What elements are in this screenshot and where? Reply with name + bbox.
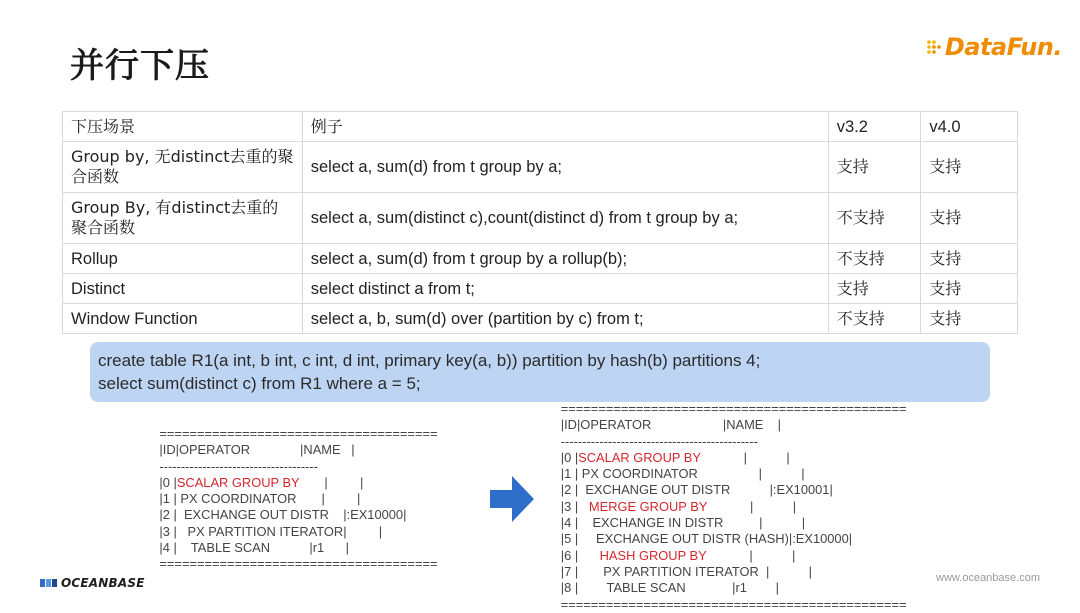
oceanbase-logo-text: OCEANBASE <box>61 576 145 590</box>
plan-operator-highlight: HASH GROUP BY <box>599 547 707 563</box>
footer-url: www.oceanbase.com <box>936 572 1040 584</box>
v32-cell: 不支持 <box>828 244 921 274</box>
example-cell: select a, sum(distinct c),count(distinct d) from t group by a; <box>302 193 828 244</box>
plan-line <box>159 475 437 491</box>
plan-line <box>561 482 907 498</box>
plan-line <box>561 450 907 466</box>
plan-line-text: ============================================== <box>560 596 907 612</box>
scene-cell: Window Function <box>63 304 303 334</box>
sql-select-line: select sum(distinct c) from R1 where a = 5; <box>98 374 421 393</box>
v32-cell: 支持 <box>828 142 921 193</box>
plan-line-text: |8 | TABLE SCAN |r1 | <box>560 580 779 596</box>
plan-line <box>561 548 907 564</box>
plan-line-text: ------------------------------------- <box>159 458 318 474</box>
plan-line-text: | | <box>299 474 364 490</box>
plan-line <box>159 524 437 540</box>
plan-line <box>159 507 437 523</box>
plan-operator-highlight: MERGE GROUP BY <box>588 498 708 514</box>
oceanbase-logo-icon <box>40 578 58 588</box>
plan-line-text: |3 | PX PARTITION ITERATOR| | <box>159 523 383 539</box>
plan-line <box>561 580 907 596</box>
plan-line-text: |1 | PX COORDINATOR | | <box>159 491 361 507</box>
v40-cell: 支持 <box>921 274 1018 304</box>
plan-operator-highlight: SCALAR GROUP BY <box>578 449 701 465</box>
plan-line-text: | | <box>707 498 797 514</box>
plan-line <box>561 466 907 482</box>
plan-line-text: |0 | <box>159 474 177 490</box>
header-cell-v40: v4.0 <box>921 112 1018 142</box>
plan-line-text: |2 | EXCHANGE OUT DISTR |:EX10000| <box>159 507 407 523</box>
plan-left-v32 <box>159 426 437 573</box>
plan-line-text: ===================================== <box>159 556 438 572</box>
plan-line-text: ============================================== <box>560 401 907 416</box>
datafun-dots-icon <box>925 38 943 56</box>
v40-cell: 支持 <box>921 304 1018 334</box>
scene-cell: Rollup <box>63 244 303 274</box>
v32-cell: 支持 <box>828 274 921 304</box>
header-cell-v32: v3.2 <box>828 112 921 142</box>
plan-line <box>159 426 437 442</box>
table-row <box>63 193 1018 244</box>
plan-line <box>561 515 907 531</box>
plan-line <box>159 491 437 507</box>
datafun-logo <box>925 30 1062 64</box>
plan-line-text: |0 | <box>560 449 579 465</box>
plan-line-text: |7 | PX PARTITION ITERATOR | | <box>560 563 813 579</box>
right-arrow-icon <box>490 476 534 522</box>
plan-line-text: |ID|OPERATOR |NAME | <box>560 417 782 433</box>
plan-line-text: | | <box>706 547 796 563</box>
page-title: 并行下压 <box>70 46 210 86</box>
plan-line-text: ---------------------------------------------- <box>560 433 758 449</box>
table-header-row <box>63 112 1018 142</box>
plan-line-text: | | <box>700 449 790 465</box>
example-cell: select distinct a from t; <box>302 274 828 304</box>
plan-line <box>159 459 437 475</box>
plan-line-text: |2 | EXCHANGE OUT DISTR |:EX10001| <box>560 482 833 498</box>
v40-cell: 支持 <box>921 142 1018 193</box>
table-row <box>63 142 1018 193</box>
plan-line <box>561 401 907 417</box>
header-cell-scene: 下压场景 <box>63 112 303 142</box>
plan-operator-highlight: SCALAR GROUP BY <box>176 474 300 490</box>
plan-line <box>561 499 907 515</box>
plan-line <box>561 434 907 450</box>
sql-create-table-line: create table R1(a int, b int, c int, d int, primary key(a, b)) partition by hash(b) partitions 4; <box>98 351 761 370</box>
scene-cell: Group by, 无distinct去重的聚合函数 <box>63 142 303 193</box>
plan-line-text: |4 | EXCHANGE IN DISTR | | <box>560 515 806 531</box>
v40-cell: 支持 <box>921 244 1018 274</box>
plan-line-text: |4 | TABLE SCAN |r1 | <box>159 540 349 556</box>
plan-line-text: |6 | <box>560 547 600 563</box>
plan-line <box>159 442 437 458</box>
example-cell: select a, b, sum(d) over (partition by c) from t; <box>302 304 828 334</box>
pushdown-scenarios-table <box>62 111 1018 334</box>
table-row <box>63 274 1018 304</box>
v32-cell: 不支持 <box>828 193 921 244</box>
example-cell: select a, sum(d) from t group by a; <box>302 142 828 193</box>
plan-line <box>561 564 907 580</box>
logo-text: DataFun. <box>944 33 1062 61</box>
plan-line <box>159 540 437 556</box>
v32-cell: 不支持 <box>828 304 921 334</box>
plan-line-text: |5 | EXCHANGE OUT DISTR (HASH)|:EX10000| <box>560 531 853 547</box>
plan-line-text: ===================================== <box>159 426 438 441</box>
plan-line <box>561 417 907 433</box>
sql-example-box <box>90 342 990 402</box>
plan-line-text: |ID|OPERATOR |NAME | <box>159 442 355 458</box>
table-row <box>63 244 1018 274</box>
scene-cell: Distinct <box>63 274 303 304</box>
plan-line <box>561 531 907 547</box>
scene-cell: Group By, 有distinct去重的聚合函数 <box>63 193 303 244</box>
plan-line-text: |3 | <box>560 498 589 514</box>
v40-cell: 支持 <box>921 193 1018 244</box>
plan-line <box>561 597 907 613</box>
plan-line-text: |1 | PX COORDINATOR | | <box>560 466 805 482</box>
plan-line <box>159 556 437 572</box>
header-cell-example: 例子 <box>302 112 828 142</box>
oceanbase-logo <box>40 576 145 590</box>
table-row <box>63 304 1018 334</box>
plan-right-v40 <box>561 401 907 613</box>
example-cell: select a, sum(d) from t group by a rollup(b); <box>302 244 828 274</box>
